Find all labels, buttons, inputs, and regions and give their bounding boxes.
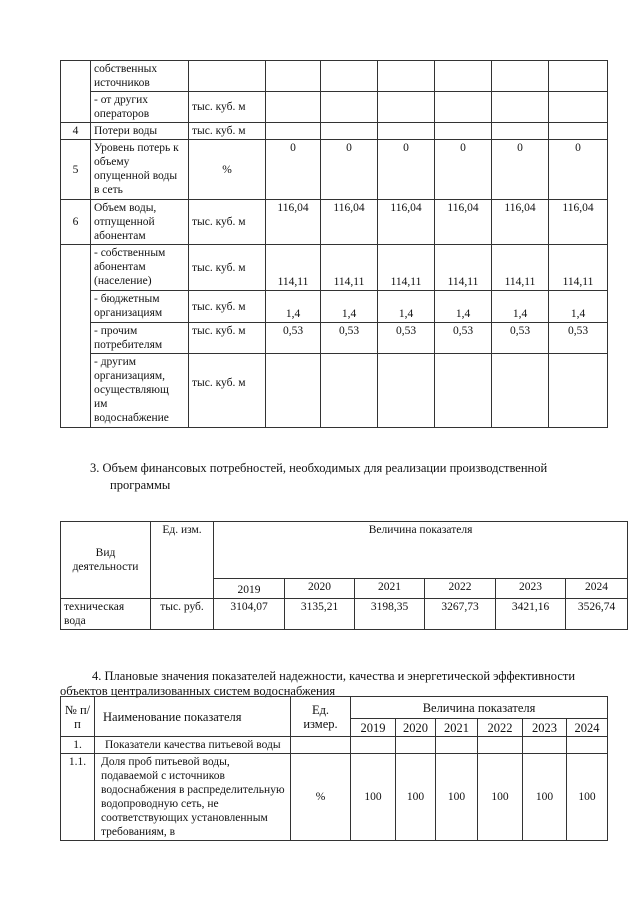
value-cell: 100 [478, 754, 523, 841]
value-cell: 1,4 [549, 291, 608, 323]
unit-cell: тыс. куб. м [189, 200, 266, 245]
unit-header: Ед. измер. [291, 697, 351, 737]
num-header: № п/п [61, 697, 95, 737]
indicator-name: собственных источников [91, 61, 189, 92]
reliability-indicators-table [60, 696, 608, 841]
indicator-name: - другим организациям, осуществляющ им водоснабжение [91, 354, 189, 428]
table-row [61, 123, 608, 140]
row-number: 5 [61, 140, 91, 200]
table-row [61, 140, 608, 200]
table-header-row [61, 522, 628, 579]
unit-cell [189, 61, 266, 92]
year-cell: 2021 [436, 719, 478, 737]
value-cell: 114,11 [549, 245, 608, 291]
value-cell: 114,11 [266, 245, 321, 291]
table-row [61, 323, 608, 354]
unit-cell: % [189, 140, 266, 200]
indicator-name: - прочим потребителям [91, 323, 189, 354]
indicator-name: - собственным абонентам (население) [91, 245, 189, 291]
year-cell: 2022 [425, 579, 496, 599]
table-row [61, 291, 608, 323]
table-row [61, 61, 608, 92]
unit-cell: тыс. куб. м [189, 323, 266, 354]
row-number: 1. [61, 737, 95, 754]
value-cell: 116,04 [378, 200, 435, 245]
value-cell: 114,11 [492, 245, 549, 291]
indicator-name: Уровень потерь к объему опущенной воды в сеть [91, 140, 189, 200]
value-cell: 116,04 [266, 200, 321, 245]
year-cell: 2023 [496, 579, 566, 599]
indicator-name: Объем воды, отпущенной абонентам [91, 200, 189, 245]
year-cell: 2024 [566, 579, 628, 599]
year-cell: 2022 [478, 719, 523, 737]
water-volume-table [60, 60, 608, 428]
section-4-heading: 4. Плановые значения показателей надежности, качества и энергетической эффективности объектов централизованных систем водоснабжения [60, 669, 576, 698]
value-cell: 3104,07 [214, 599, 285, 630]
value-cell: 100 [567, 754, 608, 841]
unit-cell: тыс. куб. м [189, 245, 266, 291]
unit-cell: тыс. руб. [151, 599, 214, 630]
value-cell: 100 [351, 754, 396, 841]
name-header: Наименование показателя [95, 697, 291, 737]
row-number [61, 245, 91, 428]
value-cell: 3135,21 [285, 599, 355, 630]
value-cell: 3526,74 [566, 599, 628, 630]
value-cell: 116,04 [549, 200, 608, 245]
financial-needs-table [60, 521, 628, 630]
value-cell: 114,11 [321, 245, 378, 291]
value-cell: 116,04 [435, 200, 492, 245]
value-cell: 114,11 [435, 245, 492, 291]
table-row [61, 754, 608, 841]
value-cell: 0,53 [435, 323, 492, 354]
indicator-name: Доля проб питьевой воды, подаваемой с источников водоснабжения в распределительную водопроводную сеть, не соответствующих установленным требованиям, в [95, 754, 291, 841]
value-header: Величина показателя [351, 697, 608, 719]
value-cell: 0 [549, 140, 608, 200]
activity-header: Вид деятельности [61, 522, 151, 599]
value-header: Величина показателя [214, 522, 628, 579]
table-row [61, 737, 608, 754]
value-cell: 1,4 [492, 291, 549, 323]
value-cell: 0,53 [549, 323, 608, 354]
value-cell: 100 [436, 754, 478, 841]
value-cell: 1,4 [321, 291, 378, 323]
table-row [61, 245, 608, 291]
table-row [61, 92, 608, 123]
indicator-name: - от других операторов [91, 92, 189, 123]
value-cell: 114,11 [378, 245, 435, 291]
year-cell: 2019 [214, 579, 285, 599]
value-cell: 100 [396, 754, 436, 841]
value-cell: 0,53 [492, 323, 549, 354]
value-cell: 0 [435, 140, 492, 200]
value-cell: 0,53 [266, 323, 321, 354]
activity-name: техническая вода [61, 599, 151, 630]
year-cell: 2020 [396, 719, 436, 737]
value-cell: 1,4 [435, 291, 492, 323]
table-header-row [61, 697, 608, 719]
unit-header: Ед. изм. [151, 522, 214, 599]
table-row [61, 354, 608, 428]
row-number: 4 [61, 123, 91, 140]
value-cell: 0 [378, 140, 435, 200]
year-cell: 2024 [567, 719, 608, 737]
unit-cell: тыс. куб. м [189, 354, 266, 428]
indicator-name: Потери воды [91, 123, 189, 140]
unit-cell: % [291, 754, 351, 841]
unit-cell: тыс. куб. м [189, 123, 266, 140]
value-cell: 0 [492, 140, 549, 200]
unit-cell: тыс. куб. м [189, 92, 266, 123]
value-cell: 100 [523, 754, 567, 841]
value-cell: 0 [266, 140, 321, 200]
year-cell: 2021 [355, 579, 425, 599]
row-number: 6 [61, 200, 91, 245]
value-cell: 0,53 [378, 323, 435, 354]
value-cell: 1,4 [378, 291, 435, 323]
value-cell: 116,04 [492, 200, 549, 245]
unit-cell: тыс. куб. м [189, 291, 266, 323]
row-number: 1.1. [61, 754, 95, 841]
table-row [61, 200, 608, 245]
indicator-name: Показатели качества питьевой воды [95, 737, 291, 754]
value-cell: 1,4 [266, 291, 321, 323]
year-cell: 2023 [523, 719, 567, 737]
value-cell: 3198,35 [355, 599, 425, 630]
value-cell: 0 [321, 140, 378, 200]
section-3-heading: 3. Объем финансовых потребностей, необходимых для реализации производственной программы [90, 461, 548, 492]
year-cell: 2020 [285, 579, 355, 599]
indicator-name: - бюджетным организациям [91, 291, 189, 323]
value-cell: 3421,16 [496, 599, 566, 630]
row-number [61, 61, 91, 123]
value-cell: 3267,73 [425, 599, 496, 630]
value-cell: 0,53 [321, 323, 378, 354]
value-cell: 116,04 [321, 200, 378, 245]
year-cell: 2019 [351, 719, 396, 737]
table-row [61, 599, 628, 630]
